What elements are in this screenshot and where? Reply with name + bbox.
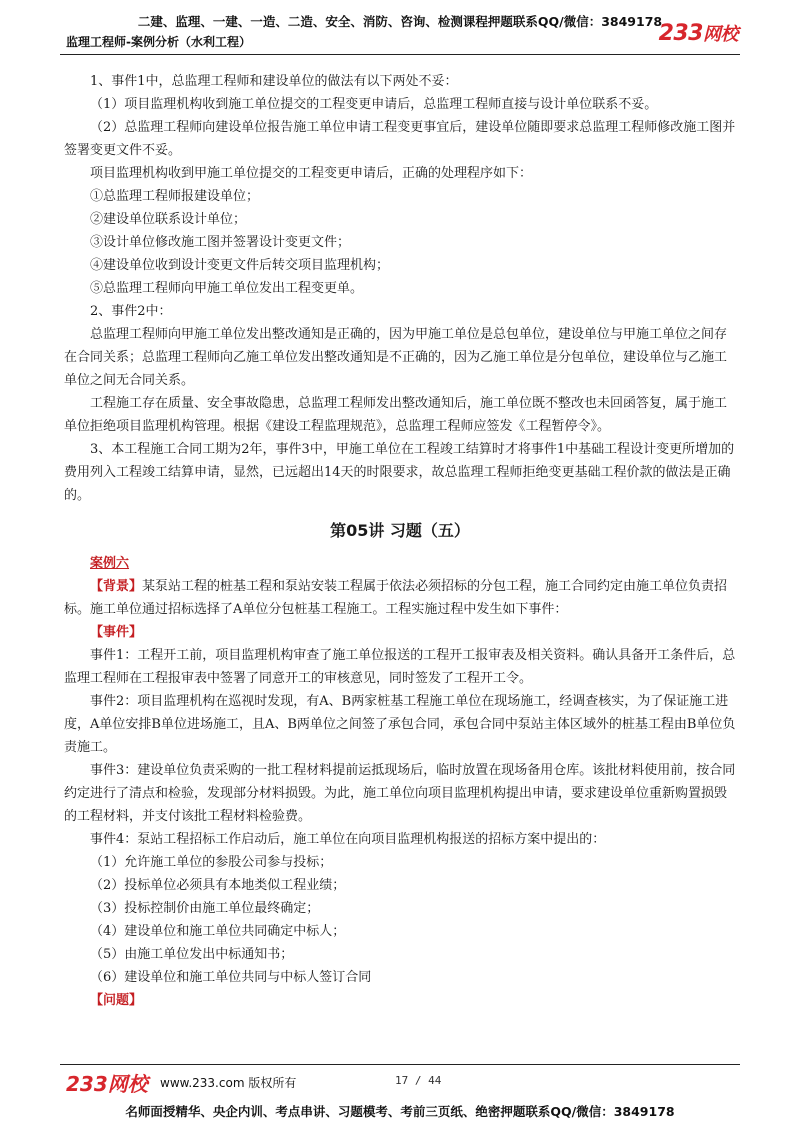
list-item: （6）建设单位和施工单位共同与中标人签订合同 — [90, 970, 372, 985]
brand-logo — [659, 20, 738, 46]
footer-logo — [66, 1068, 148, 1097]
procedure-step: ①总监理工程师报建设单位； — [90, 189, 260, 204]
list-item: （3）投标控制价由施工单位最终确定； — [90, 901, 320, 916]
event-paragraph: 事件2：项目监理机构在巡视时发现，有A、B两家桩基工程施工单位在现场施工，经调查核实，为了保证施工进度，A单位安排B单位进场施工，且A、B两单位之间签了承包合同，承包合同中泵站主体区域外的桩基工程由B单位负责施工。 — [64, 694, 736, 755]
events-heading — [64, 621, 736, 644]
document-body — [64, 70, 736, 1012]
answer-paragraph: 1、事件1中，总监理工程师和建设单位的做法有以下两处不妥： — [90, 74, 458, 89]
section-title: 第05讲 习题（五） — [330, 521, 470, 540]
answer-paragraph: 项目监理机构收到甲施工单位提交的工程变更申请后，正确的处理程序如下： — [90, 166, 533, 181]
answer-paragraph: 2、事件2中： — [90, 304, 172, 319]
footer-divider — [60, 1064, 740, 1065]
background-text: 某泵站工程的桩基工程和泵站安装工程属于依法必须招标的分包工程，施工合同约定由施工单位负责招标。施工单位通过招标选择了A单位分包桩基工程施工。工程实施过程中发生如下事件： — [64, 579, 728, 617]
footer-logo-number: 233 — [66, 1072, 108, 1096]
event-paragraph: 事件4：泵站工程招标工作启动后，施工单位在向项目监理机构报送的招标方案中提出的： — [90, 832, 606, 847]
case-label: 案例六 — [90, 556, 130, 571]
procedure-step: ③设计单位修改施工图并签署设计变更文件； — [90, 235, 351, 250]
footer-copyright: www.233.com 版权所有 — [160, 1076, 297, 1090]
logo-number: 233 — [658, 21, 703, 46]
list-item: （2）投标单位必须具有本地类似工程业绩； — [90, 878, 346, 893]
procedure-step: ②建设单位联系设计单位； — [90, 212, 247, 227]
events-tag: 【事件】 — [90, 625, 143, 640]
background-tag: 【背景】 — [90, 579, 143, 594]
list-item: （4）建设单位和施工单位共同确定中标人； — [90, 924, 346, 939]
answer-paragraph: 工程施工存在质量、安全事故隐患，总监理工程师发出整改通知后，施工单位既不整改也未回函答复，属于施工单位拒绝项目监理机构管理。根据《建设工程监理规范》，总监理工程师应签发《工程暂停令》。 — [64, 396, 728, 434]
header-contact-line: 二建、监理、一建、一造、二造、安全、消防、咨询、检测课程押题联系QQ/微信：3849178 — [137, 14, 663, 29]
list-item: （5）由施工单位发出中标通知书； — [90, 947, 294, 962]
page-number: 17 / 44 — [395, 1074, 442, 1087]
event-paragraph: 事件1：工程开工前，项目监理机构审查了施工单位报送的工程开工报审表及相关资料。确认具备开工条件后，总监理工程师在工程报审表中签署了同意开工的审核意见，同时签发了工程开工令。 — [64, 648, 736, 686]
question-tag: 【问题】 — [90, 993, 143, 1008]
answer-paragraph: 总监理工程师向甲施工单位发出整改通知是正确的，因为甲施工单位是总包单位，建设单位与甲施工单位之间存在合同关系；总监理工程师向乙施工单位发出整改通知是不正确的，因为乙施工单位是分包单位，建设单位与乙施工单位之间无合同关系。 — [64, 327, 728, 388]
event-paragraph: 事件3：建设单位负责采购的一批工程材料提前运抵现场后，临时放置在现场备用仓库。该批材料使用前，按合同约定进行了清点和检验，发现部分材料损毁。为此，施工单位向项目监理机构提出申请，要求建设单位重新购置损毁的工程材料，并支付该批工程材料检验费。 — [64, 763, 736, 824]
footer-contact-line: 名师面授精华、央企内训、考点串讲、习题模考、考前三页纸、绝密押题联系QQ/微信：3849178 — [125, 1104, 675, 1119]
header-divider — [60, 54, 740, 55]
answer-paragraph: 3、本工程施工合同工期为2年，事件3中，甲施工单位在工程竣工结算时才将事件1中基础工程设计变更所增加的费用列入工程竣工结算申请，显然，已远超出14天的时限要求，故总监理工程师拒绝变更基础工程价款的做法是正确的。 — [64, 442, 735, 503]
footer-logo-text: 网校 — [107, 1072, 148, 1096]
logo-text: 网校 — [703, 24, 738, 45]
question-heading — [64, 989, 736, 1012]
answer-paragraph: （1）项目监理机构收到施工单位提交的工程变更申请后，总监理工程师直接与设计单位联系不妥。 — [90, 97, 658, 112]
list-item: （1）允许施工单位的参股公司参与投标； — [90, 855, 333, 870]
procedure-step: ⑤总监理工程师向甲施工单位发出工程变更单。 — [90, 281, 364, 296]
background-paragraph — [64, 575, 736, 621]
answer-paragraph: （2）总监理工程师向建设单位报告施工单位申请工程变更事宜后，建设单位随即要求总监理工程师修改施工图并签署变更文件不妥。 — [64, 120, 736, 158]
procedure-step: ④建设单位收到设计变更文件后转交项目监理机构； — [90, 258, 390, 273]
document-subtitle: 监理工程师-案例分析（水利工程） — [66, 35, 251, 49]
